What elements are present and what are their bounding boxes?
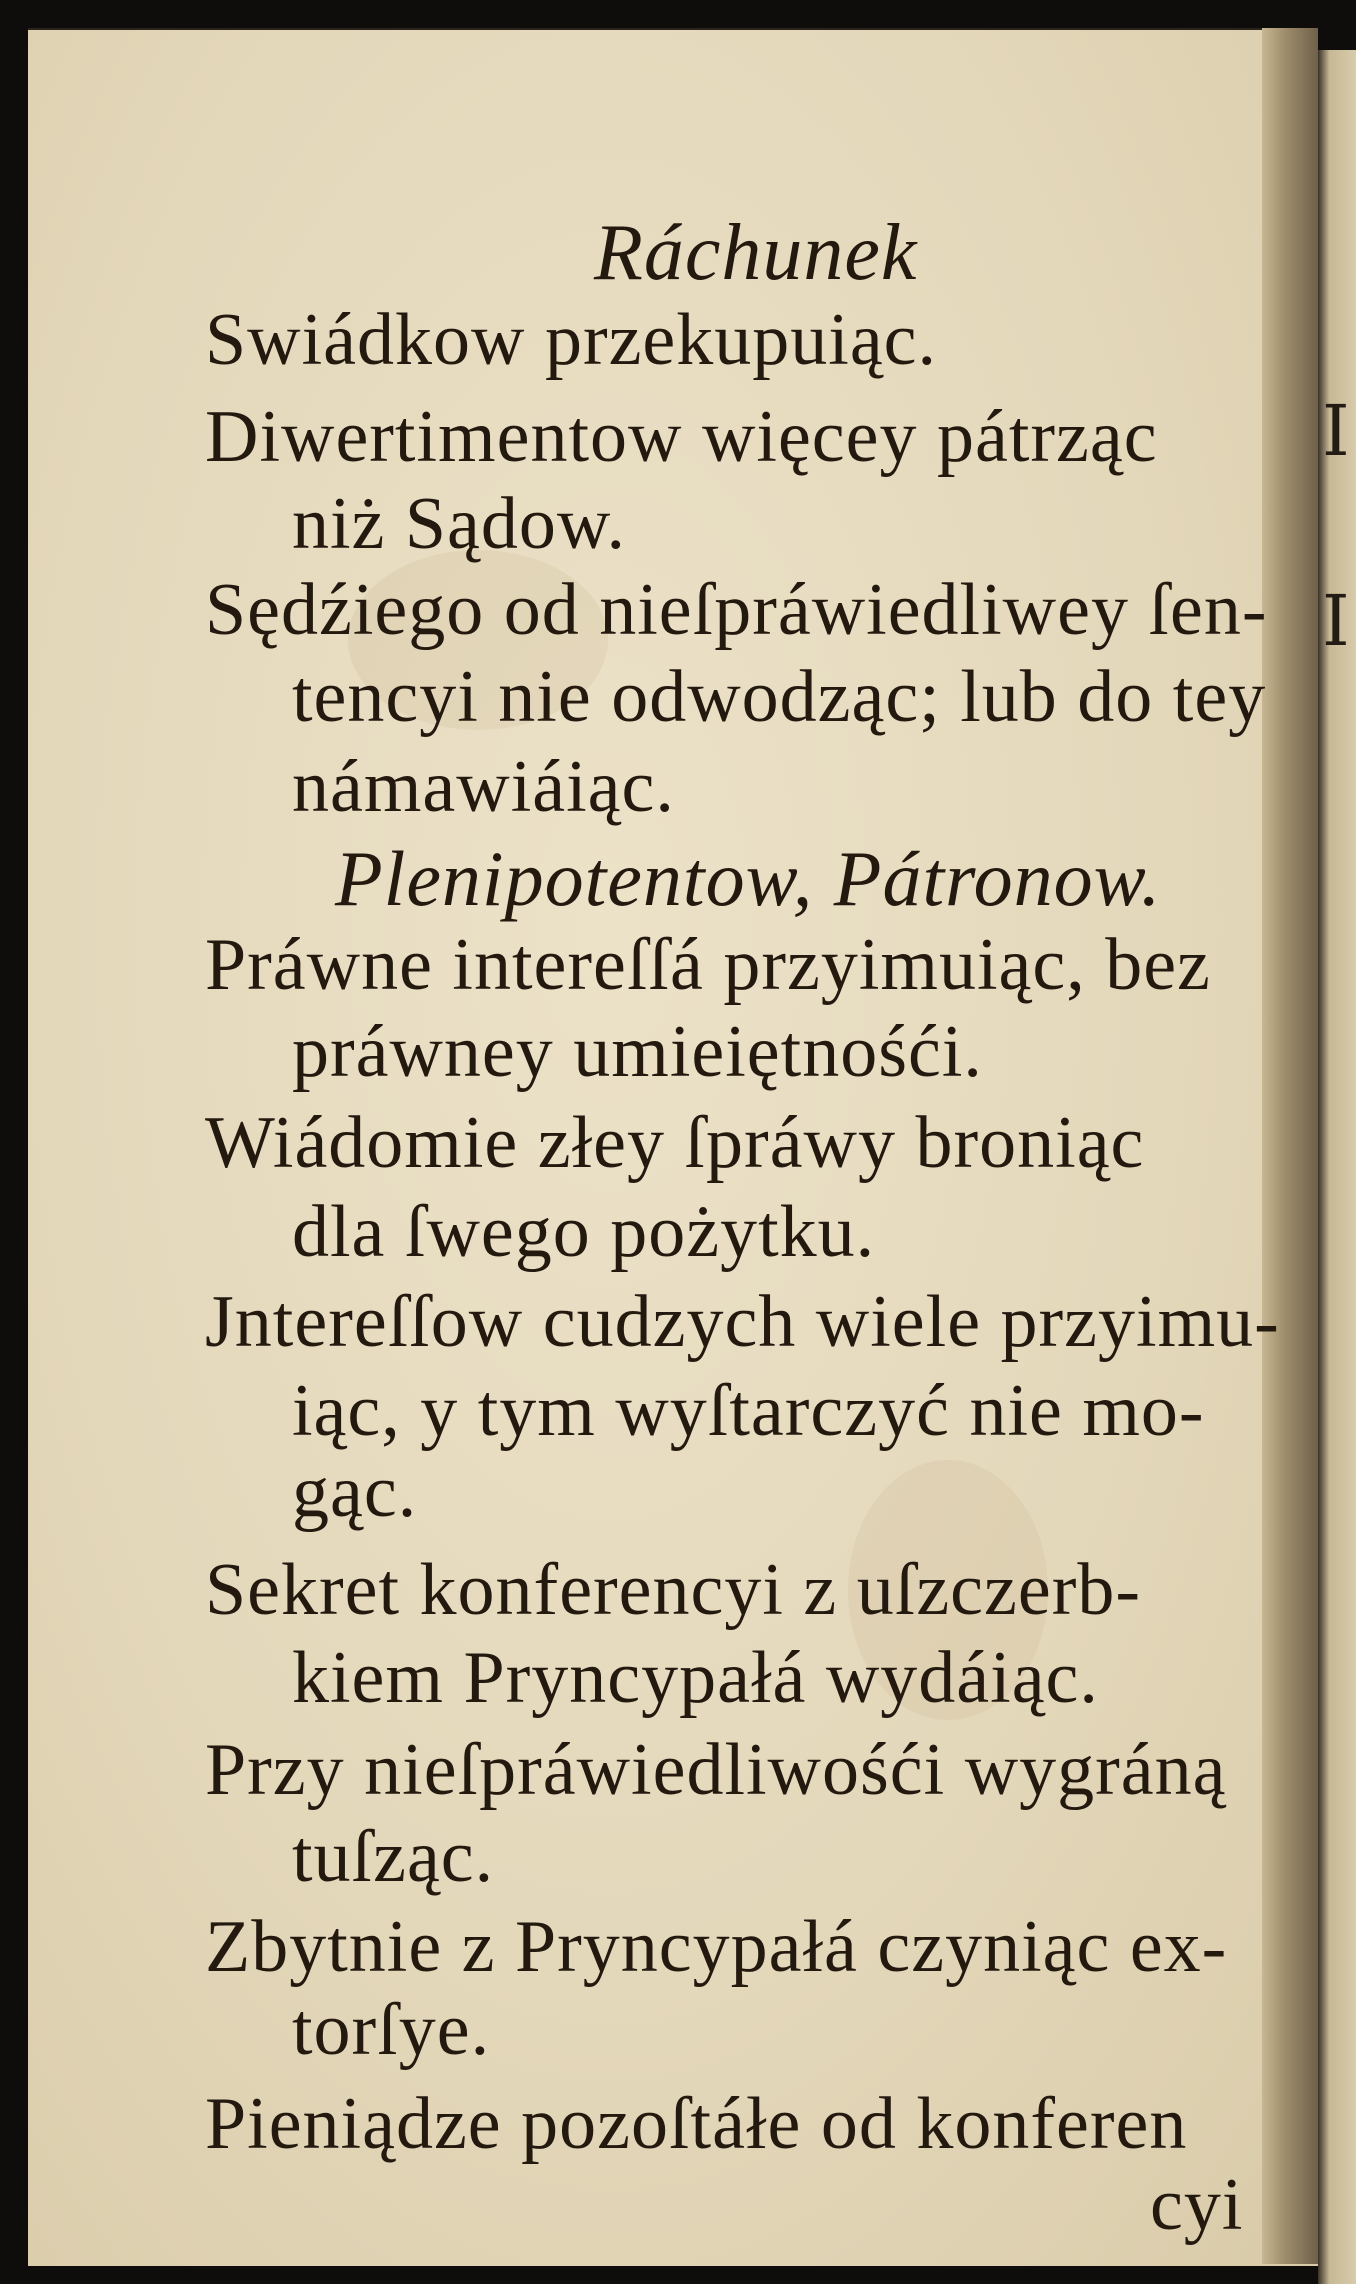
text-line: Sekret konferencyi z uſzczerb-	[205, 1549, 1141, 1631]
text-line: Sędźiego od nieſpráwiedliwey ſen-	[205, 569, 1268, 651]
text-line: Pieniądze pozoſtáłe od konferen	[205, 2083, 1188, 2165]
text-line: námawiáiąc.	[292, 746, 675, 828]
text-line: tuſząc.	[292, 1816, 495, 1898]
margin-fragment: I	[1322, 580, 1350, 662]
page-title: Ráchunek	[594, 209, 918, 297]
text-line: torſye.	[292, 1989, 491, 2071]
text-line: gąc.	[292, 1451, 418, 1533]
margin-fragment: I	[1322, 390, 1350, 472]
text-line: tencyi nie odwodząc; lub do tey	[292, 656, 1267, 738]
text-line: Práwne intereſſá przyimuiąc, bez	[205, 924, 1211, 1006]
catchword: cyi	[1150, 2164, 1244, 2246]
text-line: Przy nieſpráwiedliwośći wygráną	[205, 1729, 1227, 1811]
text-line: Swiádkow przekupuiąc.	[205, 299, 938, 381]
text-line: dla ſwego pożytku.	[292, 1191, 876, 1273]
subheading: Plenipotentow, Pátronow.	[335, 835, 1162, 922]
text-line: práwney umieiętnośći.	[292, 1011, 983, 1093]
text-line: Wiádomie złey ſpráwy broniąc	[205, 1102, 1145, 1184]
text-line: iąc, y tym wyſtarczyć nie mo-	[292, 1370, 1205, 1452]
gutter-shadow	[1262, 28, 1318, 2264]
text-line: kiem Pryncypałá wydáiąc.	[292, 1637, 1099, 1719]
text-line: Jntereſſow cudzych wiele przyimu-	[205, 1281, 1280, 1363]
text-line: Diwertimentow więcey pátrząc	[205, 396, 1158, 478]
text-line: niż Sądow.	[292, 483, 627, 565]
text-line: Zbytnie z Pryncypałá czyniąc ex-	[205, 1906, 1228, 1988]
adjacent-page-edge	[1318, 50, 1356, 2284]
